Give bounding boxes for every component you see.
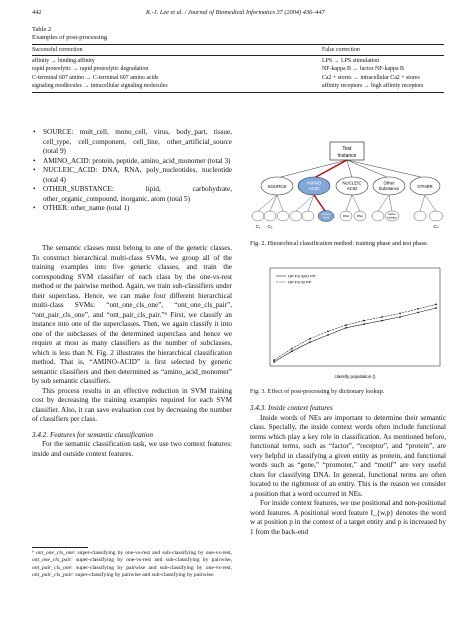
section-heading: 3.4.3. Inside context features <box>250 404 333 412</box>
tree-edge <box>347 160 389 178</box>
list-item: • AMINO_ACID: protein, peptide, amino_acid_monomer (total 3) <box>32 157 232 167</box>
table-cell: Ca2 + stores → intracellular Ca2 + stores <box>322 74 420 81</box>
table-cell: rapid proteolytic → rapid proteolytic degradation <box>32 66 149 73</box>
table-label: Table 2 <box>32 26 52 33</box>
paragraph: For the semantic classification task, we use two context features: inside and outside context features. <box>32 440 232 458</box>
data-point <box>273 359 275 361</box>
data-point <box>309 338 311 340</box>
data-point <box>399 316 401 318</box>
data-point <box>381 316 383 318</box>
footnote-text: : super-classifying by pairwise and sub-classifying by pairwise. <box>72 571 215 578</box>
node-label: DNA <box>342 214 350 218</box>
node-label: RNA <box>356 214 364 218</box>
leaf-index-label: C₁ <box>255 224 261 229</box>
data-point <box>273 361 275 363</box>
footnote-term: ont_one_cls_pair <box>32 557 72 564</box>
data-point <box>417 308 419 310</box>
table-cell: NF-kappa B → factor NF-kappa B <box>322 66 404 73</box>
data-point <box>327 334 329 336</box>
table-top-rule <box>32 44 444 45</box>
list-item: • SOURCE: mult_cell, mono_cell, virus, body_part, tissue, cell_type, cell_component, cell_line, other_artificial_source (total 9) <box>32 128 232 157</box>
data-point <box>363 320 365 322</box>
footnote-term: ont_pair_cls_one <box>32 564 72 571</box>
footnote-mark: ⁶ <box>32 550 36 556</box>
node-label: ACID <box>308 186 320 191</box>
table-header-right: False correction <box>322 47 360 53</box>
leaf-index-label: Cₙ <box>433 224 439 229</box>
right-body-text <box>250 404 446 537</box>
paragraph: For inside context features, we use positional and non-positional word features. A positional word feature I_{w,p} denotes the word w at position p in the context of a target entity and p is increased by 1 from the back-end <box>250 499 446 536</box>
data-point <box>435 304 437 306</box>
node-label: OTHER <box>417 184 433 189</box>
table-bottom-rule <box>32 92 444 93</box>
selected-leaf-edge <box>314 195 325 211</box>
tree-edge <box>277 160 347 178</box>
root-label: Instance <box>337 153 357 159</box>
node-label: Acid <box>323 215 329 220</box>
left-body-text <box>32 244 232 459</box>
node-label: AMINO <box>306 180 322 186</box>
node-label: NUCLEIC <box>342 180 362 186</box>
figure-2-diagram <box>250 126 446 236</box>
data-point <box>309 341 311 343</box>
data-point <box>291 348 293 350</box>
footnote-text: : super-classifying by one-vs-rest and sub-classifying by pairwise, <box>71 557 232 564</box>
list-item: • OTHER: other_name (total 1) <box>32 204 232 214</box>
legend-entry: HP-FS W/O PP <box>288 273 316 279</box>
section-heading: 3.4.2. Features for semantic classification <box>32 430 153 439</box>
leaf-index-label: C₂ <box>267 224 273 229</box>
figure-3-chart <box>250 262 446 382</box>
data-point <box>417 312 419 314</box>
node-label: ACID <box>346 186 358 191</box>
figure-2-caption: Fig. 2. Hierarchical classification method: training phase and test phase. <box>250 240 429 247</box>
x-axis-label: classify population () <box>334 374 376 379</box>
table-cell: LPS → LPS stimulation <box>322 58 380 64</box>
node-label: Carbo- <box>387 212 397 216</box>
footnote-text: : super-classifying by pairwise and sub-classifying by one-vs-rest, <box>71 564 232 571</box>
table-left-column <box>32 57 168 91</box>
selected-edge <box>314 160 347 178</box>
footnote-term: ont_one_cls_one <box>35 550 74 556</box>
leaf-edges <box>258 195 436 211</box>
table-header-rule <box>32 55 444 56</box>
footnote-term: ont_pair_cls_pair <box>32 571 73 578</box>
data-point <box>363 323 365 325</box>
node-label: hydrate <box>387 215 397 220</box>
tree-edge <box>347 160 425 178</box>
data-point <box>327 331 329 333</box>
table-header-left: Successful correction <box>32 47 83 53</box>
paragraph: This process results in an effective reduction in SVM training cost by decreasing the training examples required for each SVM classifier. Also, it can save evaluation cost by decreasing the number of classifiers per class. <box>32 386 232 423</box>
data-point <box>291 350 293 352</box>
table-cell: affinity receptors → high affinity receptors <box>322 83 424 90</box>
table-right-column <box>322 57 423 91</box>
table-cell: affinity → binding affinity <box>32 58 95 64</box>
data-point <box>399 313 401 315</box>
figure-3-caption: Fig. 3. Effect of post-processing by dictionary lookup. <box>250 388 385 395</box>
footnote-text: : super-classifying by one-vs-rest and sub-classifying by one-vs-rest, <box>73 550 232 556</box>
data-point <box>345 327 347 329</box>
footnote <box>32 550 232 579</box>
list-item: • OTHER_SUBSTANCE: lipid, carbohydrate, other_organic_compound, inorganic, atom (total 5) <box>32 185 232 204</box>
data-point <box>435 307 437 309</box>
generic-class-list <box>32 128 232 214</box>
list-item: • NUCLEIC_ACID: DNA, RNA, poly_nucleotides, nucleotide (total 4) <box>32 166 232 185</box>
table-cell: signaling modlecules → intracellular signaling molecules <box>32 83 168 90</box>
tree-edge <box>347 160 352 178</box>
running-journal-header: K.-J. Lee et al. / Journal of Biomedical Informatics 37 (2004) 436–447 <box>146 9 325 16</box>
node-label: Amino <box>321 212 331 216</box>
table-cell: C-terminal 607 amino → C-terminal 607 amino acids <box>32 74 159 81</box>
footnote-rule <box>32 547 88 548</box>
node-label: Substance <box>378 186 400 191</box>
data-point <box>345 324 347 326</box>
paragraph: The semantic classes must belong to one of the generic classes. To construct hierarchical multi-class SVMs, we group all of the training examples into five generic classes, and train the corresponding SVM classifier of each class by the one-vs-rest method or the pairwise method. Again, we train sub-classifiers under their superclass. Hence, we can make four different hierarchical multi-class SVMs: “ont_one_cls_one”, “ont_one_cls_pair”, “ont_pair_cls_one”, and “ont_pair_cls_pair.”⁶ First, we classify an instance into one of the superclasses. Then, we again classify it into one of the subclasses of the determined superclass and hence we require at most as many classifiers as the number of subclasses, which is less than N. Fig. 2 illustrates the hierarchical classification method. That is, “AMINO-ACID” is first selected by generic semantic classifiers and then determined as “amino_acid_monomer” by sub semantic classifiers. <box>32 244 232 385</box>
node-label: SOURCE <box>267 184 287 189</box>
paragraph: Inside words of NEs are important to determine their semantic class. Specially, the inside context words often include functional terms which play a key role in classification. As mentioned before, functional terms, such as “factor”, “receptor”, and “protein”, are very helpful in classifying a given entity as protein, and functional words such as “gene,” “promoter,” and “motif” are very useful clues for classifying DNA. In general, functional terms are often located to the rightmost of an entity. This is the reason we consider a position that a word occurred in NEs. <box>250 413 446 498</box>
legend-entry: HP-FS W PP <box>288 279 312 285</box>
node-label: Other <box>383 180 395 186</box>
table-title: Examples of post-processing <box>32 34 108 41</box>
root-label: Test <box>342 146 352 152</box>
page-number: 442 <box>32 9 42 16</box>
data-point <box>381 320 383 322</box>
